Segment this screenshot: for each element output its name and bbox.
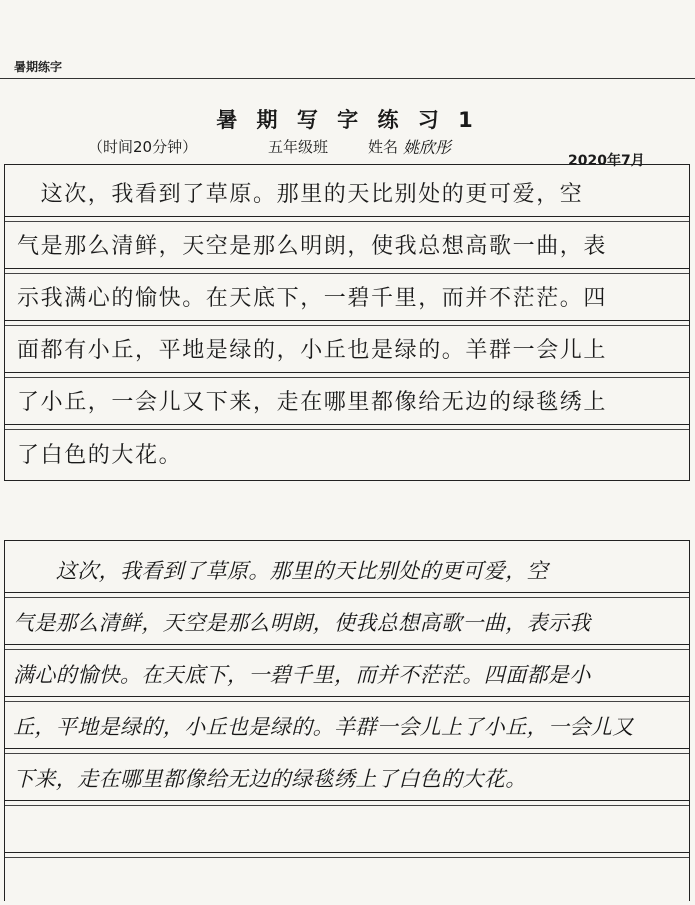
practice-box [4, 540, 690, 901]
model-line-text: 示我满心的愉快。在天底下，一碧千里，而并不茫茫。四 [17, 286, 608, 311]
sub-rule [5, 377, 689, 378]
sub-rule [5, 221, 689, 222]
practice-line-text: 这次，我看到了草原。那里的天比别处的更可爱，空 [13, 559, 548, 583]
model-line-text: 这次，我看到了草原。那里的天比别处的更可爱，空 [17, 182, 584, 207]
practice-line-text: 丘，平地是绿的，小丘也是绿的。羊群一会儿上了小丘，一会儿又 [13, 715, 634, 739]
sub-rule [5, 857, 689, 858]
name-label: 姓名 [368, 138, 399, 156]
sub-rule [5, 597, 689, 598]
model-line [5, 217, 689, 269]
sub-rule [5, 429, 689, 430]
page-title: 暑 期 写 字 练 习 1 [216, 108, 479, 132]
model-line-text: 了小丘，一会儿又下来，走在哪里都像给无边的绿毯绣上 [17, 390, 608, 415]
model-line [5, 321, 689, 373]
sub-rule [5, 701, 689, 702]
practice-line-text: 下来，走在哪里都像给无边的绿毯绣上了白色的大花。 [13, 767, 527, 791]
practice-line [5, 749, 689, 801]
model-line [5, 165, 689, 217]
practice-line [5, 697, 689, 749]
header-rule [0, 78, 695, 79]
student-name-handwritten: 姚欣彤 [403, 138, 452, 157]
grade-class: 五年级班 [268, 138, 329, 156]
practice-line-text: 满心的愉快。在天底下，一碧千里，而并不茫茫。四面都是小 [13, 663, 591, 687]
practice-line [5, 541, 689, 593]
practice-line [5, 801, 689, 853]
sub-rule [5, 753, 689, 754]
model-line-text: 了白色的大花。 [17, 443, 183, 468]
date: 2020年7月 [568, 153, 645, 169]
model-line [5, 425, 689, 477]
sub-rule [5, 805, 689, 806]
practice-line [5, 853, 689, 905]
practice-line-text: 气是那么清鲜，天空是那么明朗，使我总想高歌一曲，表示我 [13, 611, 591, 635]
sub-rule [5, 325, 689, 326]
model-line-text: 面都有小丘，平地是绿的，小丘也是绿的。羊群一会儿上 [17, 338, 608, 363]
model-line [5, 373, 689, 425]
time-limit: （时间20分钟） [88, 138, 198, 156]
model-line [5, 269, 689, 321]
practice-line [5, 593, 689, 645]
sub-rule [5, 273, 689, 274]
header-tag: 暑期练字 [14, 60, 63, 74]
practice-line [5, 645, 689, 697]
model-line-text: 气是那么清鲜，天空是那么明朗，使我总想高歌一曲，表 [17, 234, 608, 259]
sub-rule [5, 649, 689, 650]
model-text-box [4, 164, 690, 481]
